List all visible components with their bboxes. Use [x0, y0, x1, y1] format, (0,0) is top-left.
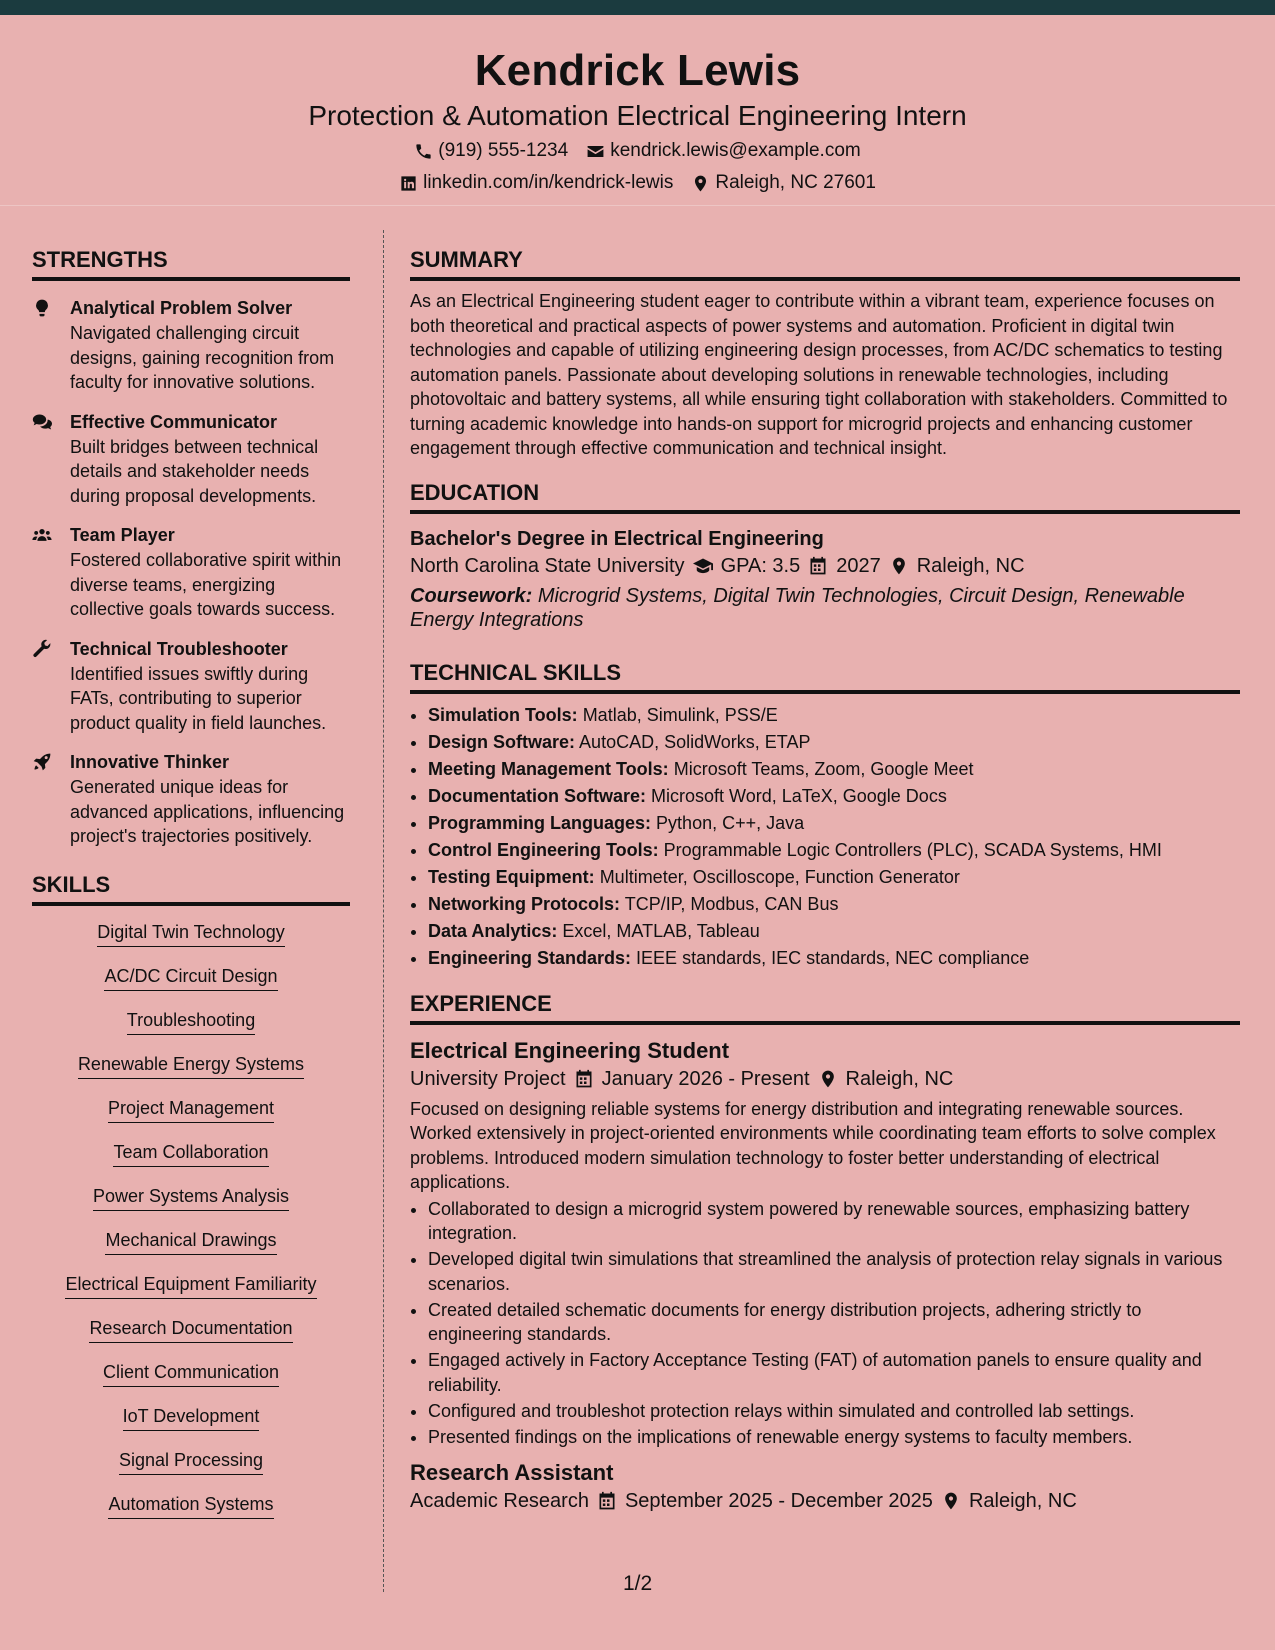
strength-desc: Generated unique ideas for advanced applications, influencing project's trajectories positively.: [70, 777, 345, 846]
skill-category: Control Engineering Tools:: [428, 839, 659, 860]
strength-desc: Fostered collaborative spirit within diverse teams, energizing collective goals towards success.: [70, 550, 342, 619]
list-item: • Collaborated to design a microgrid system powered by renewable sources, emphasizing battery integration.: [428, 1197, 1240, 1246]
skill-tag: Digital Twin Technology: [97, 920, 284, 947]
skill-category: Testing Equipment:: [428, 866, 595, 887]
graduation-cap-icon: [693, 556, 713, 576]
skill-tag: IoT Development: [123, 1404, 260, 1431]
skill-category: Engineering Standards:: [428, 947, 632, 968]
right-column: [410, 230, 1240, 1515]
education-meta: [410, 552, 1240, 580]
column-divider: [383, 230, 384, 1592]
phone-icon: [414, 142, 433, 161]
location-contact: [691, 171, 876, 195]
skill-tag: Research Documentation: [89, 1316, 292, 1343]
page-number: 1/2: [623, 1572, 653, 1595]
skill-category: Meeting Management Tools:: [428, 758, 669, 779]
experience-heading: EXPERIENCE: [410, 974, 1240, 1025]
list-item: [428, 756, 1240, 783]
strength-desc: Navigated challenging circuit designs, gaining recognition from faculty for innovative solutions.: [70, 323, 335, 392]
contact-row-1: [0, 139, 1275, 163]
strengths-heading: STRENGTHS: [32, 230, 350, 281]
skill-tag: Project Management: [108, 1096, 274, 1123]
job-meta: [410, 1065, 1240, 1093]
strength-title: Technical Troubleshooter: [70, 638, 288, 659]
phone-contact[interactable]: [414, 139, 568, 163]
candidate-role: Protection & Automation Electrical Engineering Intern: [308, 100, 967, 131]
coursework-text: Microgrid Systems, Digital Twin Technologies, Circuit Design, Renewable Energy Integrations: [410, 584, 1185, 631]
job-dates: January 2026 - Present: [601, 1067, 810, 1090]
technical-skills-heading: TECHNICAL SKILLS: [410, 643, 1240, 694]
linkedin-text: linkedin.com/in/kendrick-lewis: [423, 172, 674, 193]
skill-category: Design Software:: [428, 731, 576, 752]
skill-tag: Troubleshooting: [127, 1008, 255, 1035]
technical-skills-list: [410, 702, 1240, 972]
strength-title: Effective Communicator: [70, 411, 278, 432]
summary-text: As an Electrical Engineering student eager to contribute within a vibrant team, experience focuses on both theoretical and practical aspects of power systems and automation. Proficient in digital twin technologies and capable of utilizing engineering design processes, from AC/DC schematics to testing automation panels. Passionate about developing solutions in renewable technologies, including photovoltaic and battery systems, all while ensuring tight collaboration with stakeholders. Committed to turning academic knowledge into hands-on support for microgrid projects and enhancing customer engagement through effective communication and technical insight.: [410, 291, 1228, 458]
skill-category: Data Analytics:: [428, 920, 558, 941]
education-heading: EDUCATION: [410, 463, 1240, 514]
skill-tag: Electrical Equipment Familiarity: [65, 1272, 316, 1299]
candidate-name: Kendrick Lewis: [474, 46, 801, 95]
school-name: North Carolina State University: [410, 554, 685, 577]
strength-title: Team Player: [70, 525, 175, 545]
skill-values: Python, C++, Java: [656, 812, 805, 833]
summary-heading: SUMMARY: [410, 230, 1240, 281]
map-marker-icon: [941, 1491, 961, 1511]
strength-desc: Identified issues swiftly during FATs, contributing to superior product quality in field launches.: [70, 663, 327, 733]
list-item: [428, 891, 1240, 918]
resume-header: [0, 15, 1275, 206]
skill-tag: Team Collaboration: [113, 1140, 268, 1167]
strength-desc: Built bridges between technical details and stakeholder needs during proposal developments.: [70, 436, 319, 506]
list-item: [428, 729, 1240, 756]
skill-values: Excel, MATLAB, Tableau: [562, 920, 760, 941]
skill-category: Documentation Software:: [428, 785, 647, 806]
skill-values: Microsoft Teams, Zoom, Google Meet: [673, 758, 974, 779]
job-bullets: [410, 1197, 1240, 1450]
strength-title: Analytical Problem Solver: [70, 298, 293, 318]
email-contact[interactable]: [586, 139, 861, 163]
degree-title: Bachelor's Degree in Electrical Engineering: [410, 527, 824, 550]
coursework-label: Coursework:: [410, 584, 533, 607]
skills-list: [32, 920, 350, 1536]
strength-item: [32, 749, 350, 849]
map-marker-icon: [889, 556, 909, 576]
location-text: Raleigh, NC 27601: [715, 172, 876, 193]
skill-category: Programming Languages:: [428, 812, 652, 833]
top-accent-bar: [0, 0, 1275, 15]
gpa-text: GPA: 3.5: [720, 554, 801, 577]
list-item: [428, 810, 1240, 837]
strength-title: Innovative Thinker: [70, 752, 230, 772]
list-item: • Created detailed schematic documents for energy distribution projects, adhering strictly to engineering standards.: [428, 1298, 1240, 1347]
list-item: • Developed digital twin simulations that streamlined the analysis of protection relay signals in various scenarios.: [428, 1247, 1240, 1296]
skill-values: Programmable Logic Controllers (PLC), SCADA Systems, HMI: [663, 839, 1162, 860]
job-location: Raleigh, NC: [845, 1067, 954, 1090]
linkedin-contact[interactable]: [399, 171, 673, 195]
skills-heading: SKILLS: [32, 855, 350, 906]
skill-tag: Client Communication: [103, 1360, 279, 1387]
skill-values: Microsoft Word, LaTeX, Google Docs: [651, 785, 947, 806]
map-marker-icon: [818, 1069, 838, 1089]
job-title: Electrical Engineering Student: [410, 1037, 730, 1063]
calendar-icon: [808, 556, 828, 576]
skill-tag: Renewable Energy Systems: [78, 1052, 304, 1079]
users-icon: [32, 525, 52, 545]
skill-values: IEEE standards, IEC standards, NEC compliance: [636, 947, 1030, 968]
list-item: [428, 945, 1240, 972]
lightbulb-icon: [32, 298, 52, 318]
list-item: [428, 783, 1240, 810]
skill-category: Simulation Tools:: [428, 704, 578, 725]
job-description: Focused on designing reliable systems for energy distribution and integrating renewable sources. Worked extensively in project-oriented environments while coordinating team efforts to solve complex problems. Introduced modern simulation technology to foster better understanding of electrical applications.: [410, 1098, 1216, 1192]
skill-values: Matlab, Simulink, PSS/E: [582, 704, 778, 725]
job-meta: [410, 1487, 1240, 1515]
job-org: University Project: [410, 1067, 566, 1090]
graduation-year: 2027: [836, 554, 881, 577]
skill-category: Networking Protocols:: [428, 893, 621, 914]
calendar-icon: [597, 1491, 617, 1511]
skill-tag: Mechanical Drawings: [105, 1228, 276, 1255]
skill-values: Multimeter, Oscilloscope, Function Generator: [599, 866, 960, 887]
contact-row-2: [0, 171, 1275, 195]
skill-values: TCP/IP, Modbus, CAN Bus: [624, 893, 839, 914]
left-column: [32, 230, 350, 1536]
list-item: [428, 918, 1240, 945]
list-item: [428, 864, 1240, 891]
list-item: • Configured and troubleshot protection relays within simulated and controlled lab settings.: [428, 1399, 1240, 1424]
skill-tag: Power Systems Analysis: [93, 1184, 289, 1211]
skill-tag: Automation Systems: [108, 1492, 273, 1519]
skill-values: AutoCAD, SolidWorks, ETAP: [579, 731, 811, 752]
linkedin-icon: [399, 174, 418, 193]
strength-item: [32, 295, 350, 395]
list-item: [428, 837, 1240, 864]
job-location: Raleigh, NC: [968, 1490, 1077, 1512]
strength-item: [32, 636, 350, 736]
job-org: Academic Research: [410, 1490, 589, 1512]
calendar-icon: [574, 1069, 594, 1089]
email-text: kendrick.lewis@example.com: [610, 140, 861, 161]
comments-icon: [32, 412, 52, 432]
strength-item: [32, 522, 350, 622]
skill-tag: AC/DC Circuit Design: [104, 964, 277, 991]
education-location: Raleigh, NC: [916, 554, 1025, 577]
strength-item: [32, 409, 350, 509]
rocket-icon: [32, 752, 52, 772]
map-marker-icon: [691, 174, 710, 193]
job-dates: September 2025 - December 2025: [624, 1490, 933, 1512]
list-item: • Presented findings on the implications of renewable energy systems to faculty members.: [428, 1425, 1240, 1450]
skill-tag: Signal Processing: [119, 1448, 263, 1475]
envelope-icon: [586, 142, 605, 161]
list-item: • Engaged actively in Factory Acceptance Testing (FAT) of automation panels to ensure quality and reliability.: [428, 1348, 1240, 1397]
wrench-icon: [32, 639, 52, 659]
job-title: Research Assistant: [410, 1460, 614, 1485]
list-item: [428, 702, 1240, 729]
coursework: [410, 584, 1240, 633]
phone-text: (919) 555-1234: [438, 140, 569, 161]
